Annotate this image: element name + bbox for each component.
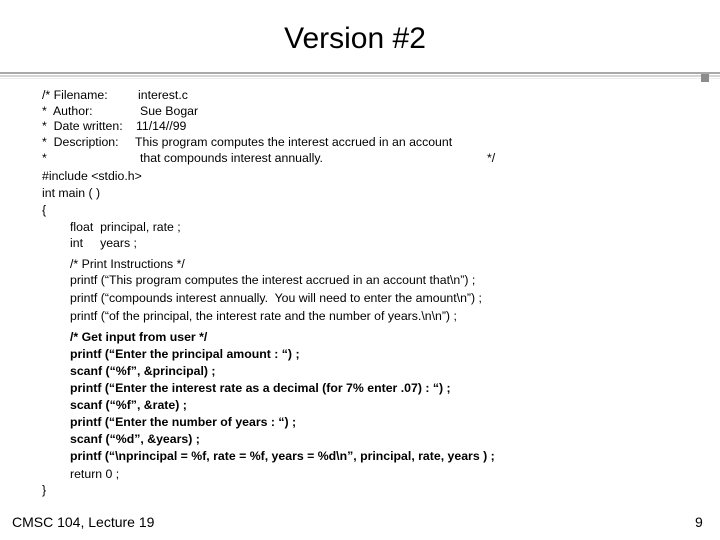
code-close-brace: } <box>42 483 47 497</box>
code-decl-float: float principal, rate ; <box>70 220 181 234</box>
comment-close: */ <box>487 151 496 165</box>
divider-line-dark <box>0 72 720 74</box>
comment-date-label: * Date written: <box>42 119 123 133</box>
slide-title: Version #2 <box>284 22 426 55</box>
code-open-brace: { <box>42 203 47 217</box>
code-input-line-6: scanf (“%d”, &years) ; <box>70 432 200 446</box>
divider-line-light <box>0 78 720 79</box>
code-main-signature: int main ( ) <box>42 186 101 200</box>
code-instructions-line-2: printf (“compounds interest annually. You will need to enter the amount\n”) ; <box>70 291 482 305</box>
divider-line-mid <box>0 75 720 77</box>
code-input-line-4: scanf (“%f”, &rate) ; <box>70 398 187 412</box>
comment-date-value: 11/14//99 <box>136 119 187 133</box>
code-input-line-3: printf (“Enter the interest rate as a decimal (for 7% enter .07) : “) ; <box>70 381 451 395</box>
comment-filename-label: /* Filename: <box>42 88 108 102</box>
code-input-line-1: printf (“Enter the principal amount : “) ; <box>70 347 300 361</box>
footer-course-label: CMSC 104, Lecture 19 <box>12 514 155 530</box>
code-return: return 0 ; <box>70 467 120 481</box>
code-input-line-2: scanf (“%f”, &principal) ; <box>70 364 216 378</box>
divider-accent-square <box>701 74 709 82</box>
code-decl-int: int years ; <box>70 236 137 250</box>
code-include: #include <stdio.h> <box>42 169 142 183</box>
title-divider <box>0 72 720 82</box>
comment-continuation-star: * <box>42 151 47 165</box>
comment-description-label: * Description: <box>42 135 119 149</box>
comment-description-value: This program computes the interest accrued in an account <box>135 135 453 149</box>
code-input-line-7: printf (“\nprincipal = %f, rate = %f, years = %d\n”, principal, rate, years ) ; <box>70 449 495 463</box>
comment-author-label: * Author: <box>42 104 93 118</box>
page-number: 9 <box>695 514 703 530</box>
code-input-comment: /* Get input from user */ <box>70 330 208 344</box>
comment-filename-value: interest.c <box>138 88 188 102</box>
code-instructions-line-3: printf (“of the principal, the interest rate and the number of years.\n\n”) ; <box>70 309 457 323</box>
comment-author-value: Sue Bogar <box>140 104 199 118</box>
code-instructions-line-1: printf (“This program computes the interest accrued in an account that\n”) ; <box>70 273 476 287</box>
code-input-line-5: printf (“Enter the number of years : “) ; <box>70 415 297 429</box>
code-instructions-comment: /* Print Instructions */ <box>70 257 185 271</box>
comment-description-continuation: that compounds interest annually. <box>140 151 323 165</box>
